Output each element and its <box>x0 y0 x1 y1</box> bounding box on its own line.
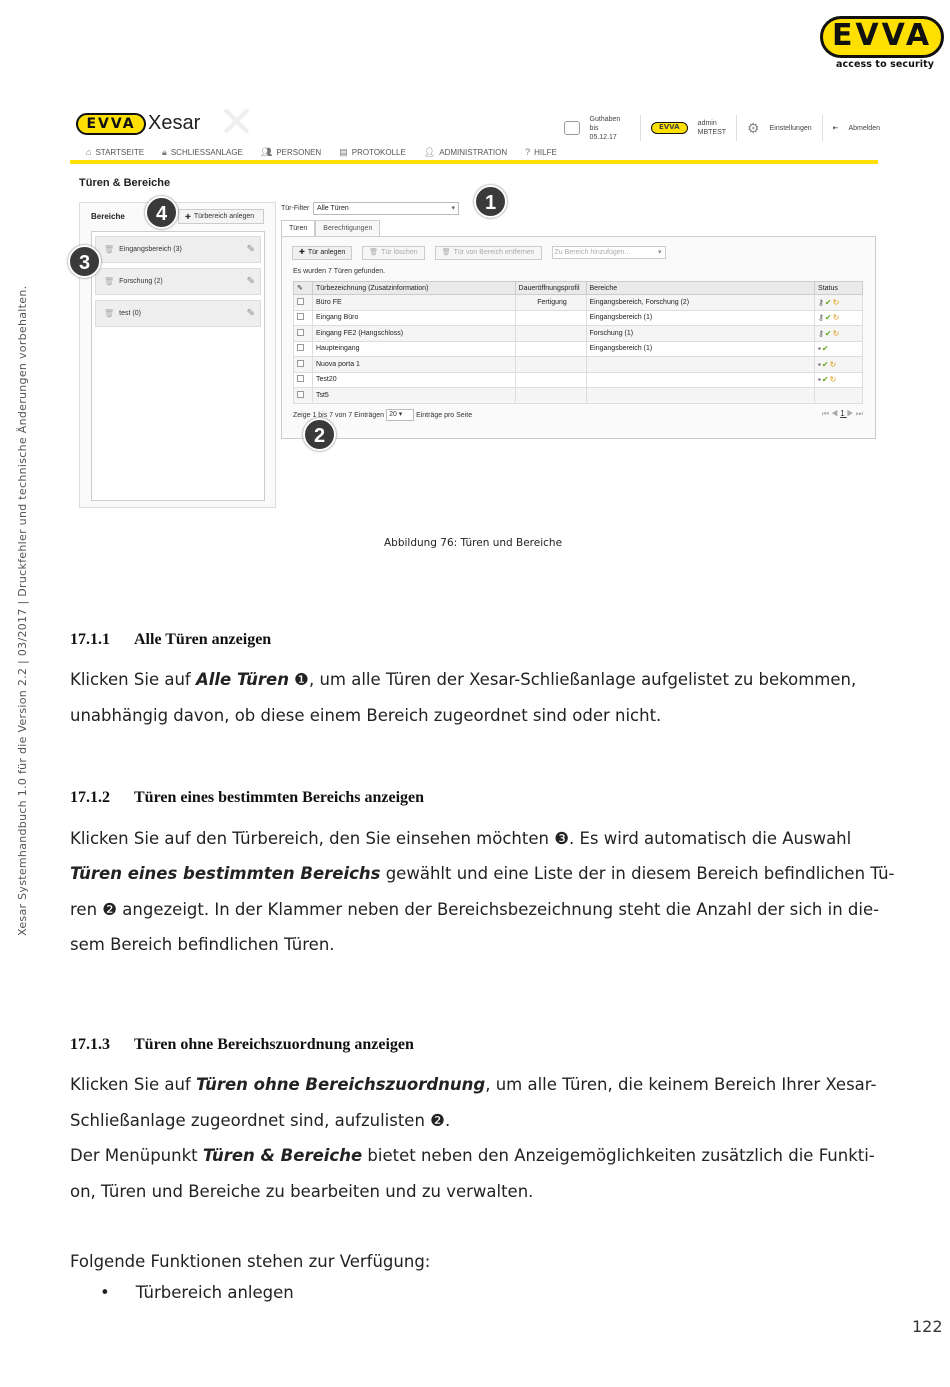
cell-profile <box>515 357 586 373</box>
add-door-label: Tür anlegen <box>307 249 346 256</box>
cell-name: Test20 <box>312 372 515 388</box>
chevron-down-icon: ▾ <box>451 205 455 212</box>
paragraph-line <box>70 927 878 963</box>
area-label: Forschung (2) <box>119 278 163 285</box>
filter-label: Tür-Filter <box>281 205 310 212</box>
marker-1: 1 <box>474 185 507 218</box>
cell-name: Tst5 <box>312 388 515 404</box>
status-ok-icon: ✔ <box>824 313 833 323</box>
pager-text: Zeige 1 bis 7 von 7 Einträgen <box>293 411 385 419</box>
key-icon: ⚷ <box>818 313 825 323</box>
table-row[interactable] <box>294 295 863 311</box>
header-name[interactable]: Türbezeichnung (Zusatzinformation) <box>312 282 515 295</box>
screenshot-figure <box>68 97 880 510</box>
paragraph-line <box>70 662 878 698</box>
paragraph-line <box>70 892 878 928</box>
row-checkbox[interactable] <box>297 344 304 351</box>
nav-label: STARTSEITE <box>95 147 145 157</box>
help-icon: ? <box>525 147 531 157</box>
cell-areas: Eingangsbereich (1) <box>586 341 815 357</box>
row-checkbox[interactable] <box>297 391 304 398</box>
user-logo: EVVA <box>651 122 688 134</box>
section-number: 17.1.1 <box>70 631 110 648</box>
plus-icon: ✚ <box>299 249 305 256</box>
functions-intro: Folgende Funktionen stehen zur Verfügung: <box>70 1252 431 1271</box>
status-icons <box>815 372 863 388</box>
header-areas[interactable]: Bereiche <box>586 282 815 295</box>
credit-icon <box>564 121 580 135</box>
bullet-dot-icon: • <box>100 1283 110 1302</box>
current-page[interactable]: 1 <box>840 409 847 418</box>
settings-link[interactable]: Einstellungen <box>769 124 812 132</box>
user-name: admin <box>697 120 717 127</box>
sync-icon: ↻ <box>832 328 841 338</box>
logo-brand: EVVA <box>831 18 933 53</box>
credit-info <box>590 115 630 142</box>
text: on, Türen und Bereiche zu bearbeiten und zu verwalten. <box>70 1182 534 1201</box>
text: ren ❷ angezeigt. In der Klammer neben der Bereichsbezeichnung steht die Anzahl der sich in die- <box>70 900 880 919</box>
sync-icon: ↻ <box>832 297 841 307</box>
table-row[interactable] <box>294 341 863 357</box>
user-info[interactable] <box>698 119 726 137</box>
status-icons <box>815 310 863 326</box>
remove-label: Tür von Bereich entfernen <box>453 249 535 256</box>
nav-label: PERSONEN <box>276 147 322 157</box>
table-row[interactable] <box>294 372 863 388</box>
header-status[interactable]: Status <box>815 282 863 295</box>
area-item[interactable] <box>95 236 261 263</box>
delete-door-label: Tür löschen <box>381 249 418 256</box>
credit-label: Guthaben bis <box>589 115 621 132</box>
logout-link[interactable]: Abmelden <box>848 124 880 132</box>
text: gewählt und eine Liste der in diesem Bereich befindlichen Tü- <box>380 864 895 883</box>
section-heading <box>70 1036 414 1054</box>
cell-areas: Forschung (1) <box>586 326 815 342</box>
area-label: Eingangsbereich (3) <box>119 246 182 253</box>
divider <box>736 115 737 141</box>
section-heading <box>70 631 271 649</box>
cell-profile <box>515 388 586 404</box>
nav-label: SCHLIESSANLAGE <box>170 147 243 157</box>
section-title: Alle Türen anzeigen <box>134 631 272 648</box>
evva-logo <box>820 16 946 72</box>
table-header <box>294 282 863 295</box>
cell-profile <box>515 372 586 388</box>
door-icon: ▪ <box>818 375 822 385</box>
text: Der Menüpunkt <box>70 1146 203 1165</box>
list-item <box>100 1283 294 1302</box>
emphasis: Türen ohne Bereichszuordnung <box>195 1075 486 1094</box>
sync-icon: ↻ <box>829 375 838 385</box>
logo-tagline: access to security <box>836 59 935 70</box>
doors-toolbar <box>292 246 666 260</box>
status-icons <box>815 326 863 342</box>
plus-icon: ✚ <box>185 213 191 221</box>
page-number: 122 <box>912 1317 943 1336</box>
cell-areas: Eingangsbereich (1) <box>586 310 815 326</box>
areas-heading: Bereiche <box>91 212 125 221</box>
paragraph-line <box>70 1067 878 1103</box>
pencil-icon[interactable]: ✎ <box>246 244 255 255</box>
doors-table <box>293 281 863 404</box>
status-icons <box>815 357 863 373</box>
divider <box>640 115 641 141</box>
delete-door-button[interactable] <box>362 246 424 260</box>
area-label: test (0) <box>119 310 141 317</box>
trash-icon[interactable]: 🗑︎ <box>104 245 115 254</box>
marker-2: 2 <box>303 418 336 451</box>
status-ok-icon: ✔ <box>824 328 833 338</box>
nav-administration[interactable] <box>424 147 507 158</box>
row-checkbox[interactable] <box>297 360 304 367</box>
xesar-brand: Xesar <box>148 112 201 134</box>
areas-list <box>91 231 265 501</box>
areas-panel <box>79 202 276 508</box>
figure-caption: Abbildung 76: Türen und Bereiche <box>383 537 563 549</box>
cell-profile <box>515 310 586 326</box>
paragraph-line <box>70 1138 878 1174</box>
tab-bar <box>281 220 380 236</box>
section-title: Türen ohne Bereichszuordnung anzeigen <box>134 1036 414 1053</box>
status-ok-icon: ✔ <box>821 375 830 385</box>
chevron-down-icon: ▾ <box>658 249 662 256</box>
nav-personen[interactable] <box>261 147 321 158</box>
text: Klicken Sie auf <box>70 670 196 689</box>
select-all-header[interactable]: ✎ <box>294 282 313 295</box>
status-ok-icon: ✔ <box>821 344 830 354</box>
filter-value: Alle Türen <box>317 205 349 212</box>
paragraph-line <box>70 821 878 857</box>
table-row[interactable] <box>294 388 863 404</box>
marker-3: 3 <box>68 245 101 278</box>
table-row[interactable] <box>294 310 863 326</box>
main-nav <box>70 143 878 161</box>
gear-icon[interactable]: ⚙ <box>747 119 760 136</box>
page-size-select[interactable]: 20 ▾ <box>386 409 414 421</box>
page-size-value: 20 <box>389 411 397 418</box>
page-title: Türen & Bereiche <box>79 177 171 189</box>
cell-areas <box>586 388 815 404</box>
table-row[interactable] <box>294 326 863 342</box>
section-title: Türen eines bestimmten Bereichs anzeigen <box>134 789 425 806</box>
emphasis: Türen & Bereiche <box>202 1146 363 1165</box>
admin-icon: 👤︎ <box>423 146 436 157</box>
xesar-evva-logo: EVVA <box>76 113 146 135</box>
cell-profile <box>515 326 586 342</box>
logout-icon[interactable]: ⇤ <box>832 125 839 132</box>
nav-schliessanlage[interactable] <box>162 147 243 158</box>
tab-permissions[interactable]: Berechtigungen <box>315 220 380 236</box>
nav-label: HILFE <box>534 147 557 157</box>
header-profile[interactable]: Daueröffnungsprofil <box>515 282 586 295</box>
text: ❶, um alle Türen der Xesar-Schließanlage aufgelistet zu bekommen, <box>288 670 857 689</box>
row-checkbox[interactable] <box>297 298 304 305</box>
text: Klicken Sie auf den Türbereich, den Sie einsehen möchten ❸. Es wird automatisch die Auswahl <box>70 829 852 848</box>
cell-profile <box>515 341 586 357</box>
remove-from-area-button[interactable] <box>435 246 542 260</box>
table-row[interactable] <box>294 357 863 373</box>
home-icon: ⌂ <box>86 147 92 157</box>
key-icon: ⚷ <box>818 297 825 307</box>
cell-name: Eingang Büro <box>312 310 515 326</box>
cell-areas <box>586 357 815 373</box>
paragraph-line <box>70 1103 878 1139</box>
trash-icon: 🗑︎ <box>369 249 379 256</box>
doors-panel <box>281 236 876 439</box>
text: , um alle Türen, die keinem Bereich Ihrer Xesar- <box>485 1075 877 1094</box>
paragraph-line <box>70 856 895 892</box>
cell-areas <box>586 372 815 388</box>
list-item-label: Türbereich anlegen <box>135 1283 294 1302</box>
emphasis: Alle Türen <box>195 670 289 689</box>
nav-underline <box>70 160 878 164</box>
marker-4: 4 <box>145 196 178 229</box>
section-number: 17.1.3 <box>70 1036 110 1053</box>
text: bietet neben den Anzeigemöglichkeiten zusätzlich die Funkti- <box>362 1146 875 1165</box>
cell-name: Nuova porta 1 <box>312 357 515 373</box>
add-area-label: Türbereich anlegen <box>193 213 255 220</box>
xesar-watermark-x-icon: ✕ <box>218 97 255 148</box>
status-icons <box>815 388 863 404</box>
add-to-area-select[interactable] <box>552 246 666 259</box>
key-icon: ⚷ <box>818 328 825 338</box>
row-checkbox[interactable] <box>297 375 304 382</box>
people-icon: 👥︎ <box>260 146 273 157</box>
nav-protokolle[interactable] <box>339 147 406 158</box>
divider <box>822 115 823 141</box>
side-disclaimer: Xesar Systemhandbuch 1.0 für die Version 2.2 | 03/2017 | Druckfehler und technische Änderungen vorbehalten. <box>16 285 29 936</box>
cell-name: Haupteingang <box>312 341 515 357</box>
cell-profile: Fertigung <box>515 295 586 311</box>
nav-hilfe[interactable] <box>525 147 557 157</box>
add-area-button[interactable] <box>178 209 264 224</box>
status-ok-icon: ✔ <box>824 297 833 307</box>
nav-label: ADMINISTRATION <box>439 147 508 157</box>
text: unabhängig davon, ob diese einem Bereich zugeordnet sind oder nicht. <box>70 706 662 725</box>
cell-areas: Eingangsbereich, Forschung (2) <box>586 295 815 311</box>
credit-date: 05.12.17 <box>589 133 617 141</box>
add-door-button[interactable] <box>292 246 352 260</box>
paragraph-line <box>70 1174 878 1210</box>
pencil-icon[interactable]: ✎ <box>246 276 255 287</box>
pager-suffix: Einträge pro Seite <box>416 411 473 419</box>
paragraph-line <box>70 698 878 734</box>
section-heading <box>70 789 424 807</box>
trash-icon: 🗑︎ <box>441 249 451 256</box>
user-org: MBTEST <box>697 129 727 136</box>
pencil-icon[interactable]: ✎ <box>246 308 255 319</box>
pagination-controls[interactable]: ⏮◀1▶⏭ <box>821 409 865 418</box>
document-icon: ▤ <box>339 146 348 157</box>
door-filter-select[interactable] <box>313 202 459 215</box>
text: Klicken Sie auf <box>70 1075 196 1094</box>
row-checkbox[interactable] <box>297 329 304 336</box>
status-icons <box>815 295 863 311</box>
area-item[interactable] <box>95 300 261 327</box>
nav-label: PROTOKOLLE <box>351 147 406 157</box>
text: sem Bereich befindlichen Türen. <box>70 935 335 954</box>
section-number: 17.1.2 <box>70 789 110 806</box>
cell-name: Büro FE <box>312 295 515 311</box>
door-icon: ▪ <box>818 359 822 369</box>
nav-startseite[interactable] <box>86 147 144 157</box>
row-checkbox[interactable] <box>297 313 304 320</box>
tab-doors[interactable]: Türen <box>281 220 315 236</box>
topbar-right <box>564 113 880 143</box>
cell-name: Eingang FE2 (Hangschloss) <box>312 326 515 342</box>
lock-icon: 🔒︎ <box>162 146 167 157</box>
sync-icon: ↻ <box>829 359 838 369</box>
add-to-area-placeholder: Zu Bereich hinzufügen... <box>554 249 631 256</box>
text: Schließanlage zugeordnet sind, aufzulisten ❷. <box>70 1111 451 1130</box>
results-count: Es wurden 7 Türen gefunden. <box>293 268 386 275</box>
trash-icon[interactable]: 🗑︎ <box>104 277 115 286</box>
emphasis: Türen eines bestimmten Bereichs <box>70 864 381 883</box>
status-icons <box>815 341 863 357</box>
sync-icon: ↻ <box>832 313 841 323</box>
area-item[interactable] <box>95 268 261 295</box>
status-ok-icon: ✔ <box>821 359 830 369</box>
door-icon: ▪ <box>818 344 822 354</box>
trash-icon[interactable]: 🗑︎ <box>104 309 115 318</box>
